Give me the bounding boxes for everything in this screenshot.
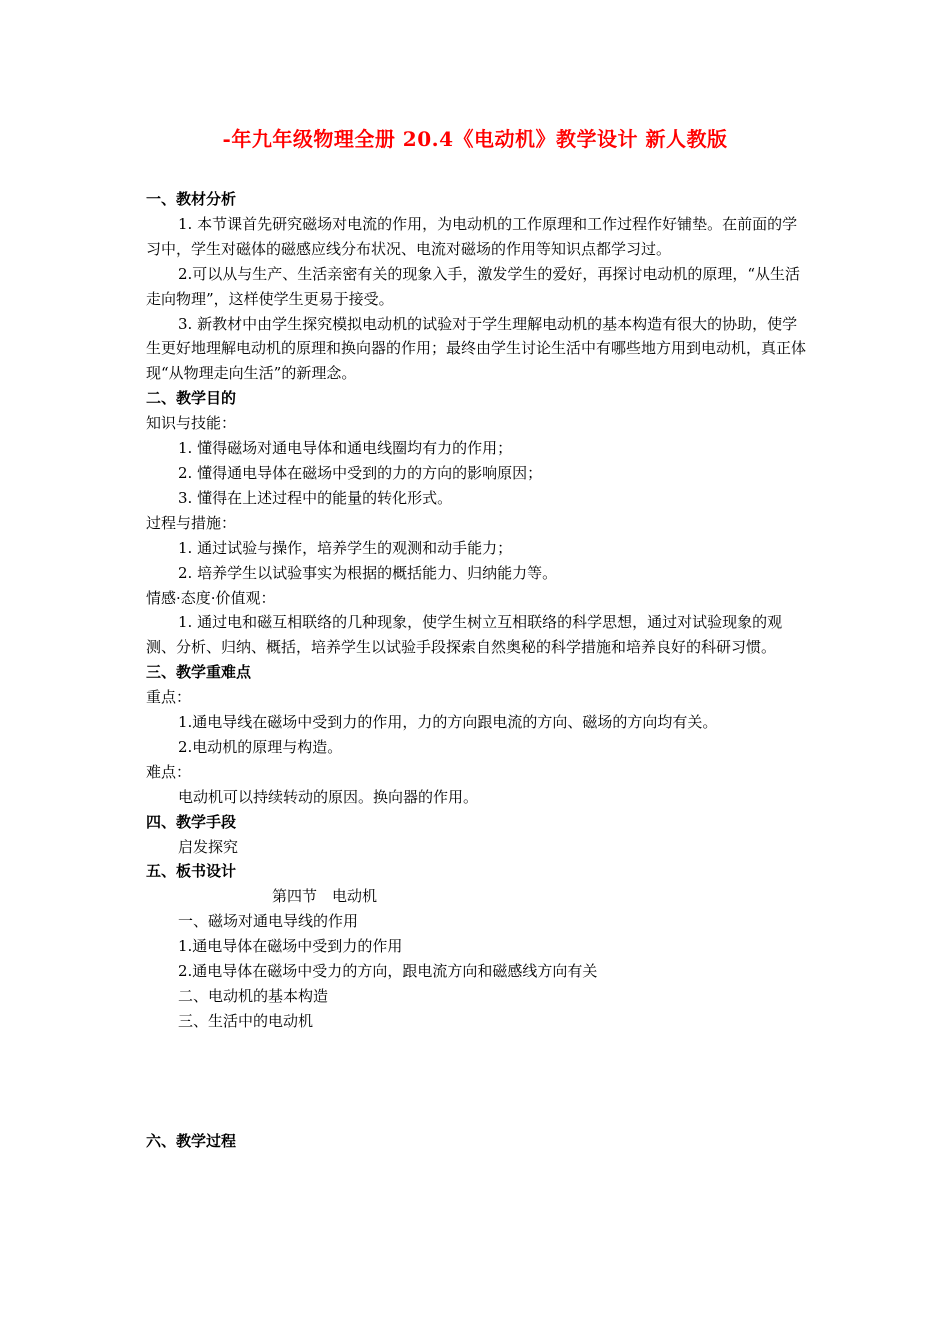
section-heading-objectives: 二、教学目的 xyxy=(146,389,237,408)
section-heading-key-points: 三、教学重难点 xyxy=(146,663,252,682)
emotion-label: 情感·态度·价值观： xyxy=(146,588,276,607)
difficulty-item-1: 电动机可以持续转动的原因。换向器的作用。 xyxy=(178,787,479,806)
board-title: 第四节 电动机 xyxy=(272,887,378,906)
method-label: 过程与措施： xyxy=(146,513,237,532)
materials-paragraph-3: 3. 新教材中由学生探究模拟电动机的试验对于学生理解电动机的基本构造有很大的协助，使学生更好地理解电动机的原理和换向器的作用；最终由学生讨论生活中有哪些地方用到电动机，真正体现“从物理走向生活”的新理念。 xyxy=(146,314,807,383)
materials-paragraph-1: 1. 本节课首先研究磁场对电流的作用，为电动机的工作原理和工作过程作好铺垫。在前面的学习中，学生对磁体的磁感应线分布状况、电流对磁场的作用等知识点都学习过。 xyxy=(146,214,798,258)
knowledge-item-1: 1. 懂得磁场对通电导体和通电线圈均有力的作用； xyxy=(178,439,513,458)
section-heading-means: 四、教学手段 xyxy=(146,812,237,831)
board-line-4: 二、电动机的基本构造 xyxy=(178,987,329,1005)
knowledge-label: 知识与技能： xyxy=(146,414,237,433)
document-body xyxy=(146,187,811,1154)
section-heading-process: 六、教学过程 xyxy=(146,1131,237,1150)
board-line-1: 一、磁场对通电导线的作用 xyxy=(178,912,359,931)
difficulty-label: 难点： xyxy=(146,762,192,781)
knowledge-item-3: 3. 懂得在上述过程中的能量的转化形式。 xyxy=(178,488,453,507)
means-text: 启发探究 xyxy=(178,837,239,856)
method-item-2: 2. 培养学生以试验事实为根据的概括能力、归纳能力等。 xyxy=(178,563,558,582)
key-point-item-2: 2.电动机的原理与构造。 xyxy=(178,737,343,756)
section-heading-materials: 一、教材分析 xyxy=(146,190,237,208)
key-point-item-1: 1.通电导线在磁场中受到力的作用，力的方向跟电流的方向、磁场的方向均有关。 xyxy=(178,713,718,732)
emotion-item-1: 1. 通过电和磁互相联络的几种现象，使学生树立互相联络的科学思想，通过对试验现象的观测、分析、归纳、概括，培养学生以试验手段探索自然奥秘的科学措施和培养良好的科研习惯。 xyxy=(146,613,783,657)
method-item-1: 1. 通过试验与操作，培养学生的观测和动手能力； xyxy=(178,538,513,557)
board-line-3: 2.通电导体在磁场中受力的方向，跟电流方向和磁感线方向有关 xyxy=(178,962,598,981)
section-heading-board: 五、板书设计 xyxy=(146,862,237,881)
key-point-label: 重点： xyxy=(146,688,192,707)
document-title: -年九年级物理全册 20.4《电动机》教学设计 新人教版 xyxy=(222,127,728,151)
materials-paragraph-2: 2.可以从与生产、生活亲密有关的现象入手，激发学生的爱好，再探讨电动机的原理，“从生活走向物理”，这样使学生更易于接受。 xyxy=(146,264,800,308)
board-line-5: 三、生活中的电动机 xyxy=(178,1011,314,1030)
board-line-2: 1.通电导体在磁场中受到力的作用 xyxy=(178,937,403,956)
blank-space xyxy=(146,1034,811,1129)
knowledge-item-2: 2. 懂得通电导体在磁场中受到的力的方向的影响原因； xyxy=(178,463,543,482)
